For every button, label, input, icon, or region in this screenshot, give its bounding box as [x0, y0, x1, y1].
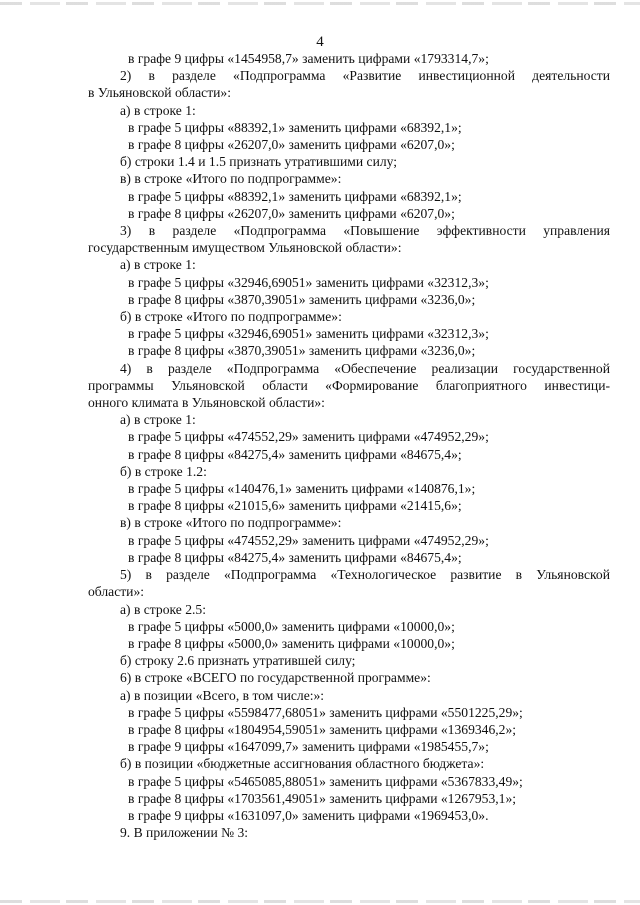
text-line: 9. В приложении № 3:	[120, 825, 249, 841]
text-line: а) в позиции «Всего, в том числе:»:	[120, 687, 325, 703]
text-line: а) в строке 2.5:	[120, 601, 206, 617]
text-line: 3) в разделе «Подпрограмма «Повышение эффективности управления	[120, 223, 610, 239]
text-line: в графе 8 цифры «1804954,59051» заменить цифрами «1369346,2»;	[128, 721, 517, 737]
document-body	[88, 50, 610, 841]
text-line: 5) в разделе «Подпрограмма «Технологическое развитие в Ульяновской	[120, 567, 610, 583]
text-line: в графе 5 цифры «5598477,68051» заменить цифрами «5501225,29»;	[128, 704, 523, 720]
text-line: в графе 5 цифры «88392,1» заменить цифрами «68392,1»;	[128, 188, 462, 204]
text-line: в Ульяновской области»:	[88, 85, 231, 101]
page-number: 4	[316, 34, 324, 50]
scan-artifact-bottom	[0, 900, 640, 903]
text-line: в графе 5 цифры «32946,69051» заменить цифрами «32312,3»;	[128, 326, 489, 342]
scan-artifact-top	[0, 2, 640, 5]
text-line: 4) в разделе «Подпрограмма «Обеспечение реализации государственной	[120, 360, 610, 376]
text-line: в графе 9 цифры «1454958,7» заменить цифрами «1793314,7»;	[128, 51, 489, 66]
text-line: в графе 5 цифры «88392,1» заменить цифрами «68392,1»;	[128, 119, 462, 135]
text-line: государственным имуществом Ульяновской области»:	[88, 240, 402, 256]
text-line: в графе 5 цифры «5465085,88051» заменить цифрами «5367833,49»;	[128, 773, 523, 789]
text-line: а) в строке 1:	[120, 412, 196, 428]
text-line: в графе 8 цифры «84275,4» заменить цифрами «84675,4»;	[128, 446, 462, 462]
text-line: в графе 8 цифры «3870,39051» заменить цифрами «3236,0»;	[128, 291, 476, 307]
text-line: в графе 5 цифры «474552,29» заменить цифрами «474952,29»;	[128, 532, 489, 548]
text-line: в графе 8 цифры «3870,39051» заменить цифрами «3236,0»;	[128, 343, 476, 359]
text-line: б) в строке 1.2:	[120, 463, 207, 479]
text-line: а) в строке 1:	[120, 102, 196, 118]
text-line: в графе 8 цифры «26207,0» заменить цифрами «6207,0»;	[128, 137, 455, 153]
text-line: в графе 8 цифры «26207,0» заменить цифрами «6207,0»;	[128, 205, 455, 221]
text-line: онного климата в Ульяновской области»:	[88, 395, 325, 411]
text-line: 2) в разделе «Подпрограмма «Развитие инвестиционной деятельности	[120, 68, 610, 84]
text-line: в графе 9 цифры «1631097,0» заменить цифрами «1969453,0».	[128, 807, 489, 823]
text-line: программы Ульяновской области «Формирование благоприятного инвестици-	[88, 377, 610, 393]
text-line: в графе 5 цифры «32946,69051» заменить цифрами «32312,3»;	[128, 274, 489, 290]
text-line: в графе 5 цифры «140476,1» заменить цифрами «140876,1»;	[128, 481, 476, 497]
text-line: б) строки 1.4 и 1.5 признать утратившими силу;	[120, 154, 398, 170]
text-line: в графе 8 цифры «5000,0» заменить цифрами «10000,0»;	[128, 635, 455, 651]
text-line: в графе 8 цифры «21015,6» заменить цифрами «21415,6»;	[128, 498, 462, 514]
text-line: в графе 5 цифры «474552,29» заменить цифрами «474952,29»;	[128, 429, 489, 445]
text-line: в графе 9 цифры «1647099,7» заменить цифрами «1985455,7»;	[128, 739, 489, 755]
text-line: б) в строке «Итого по подпрограмме»:	[120, 309, 342, 325]
text-line: области»:	[88, 584, 145, 600]
text-line: б) в позиции «бюджетные ассигнования областного бюджета»:	[120, 756, 485, 772]
text-line: в) в строке «Итого по подпрограмме»:	[120, 171, 342, 187]
text-line: в графе 8 цифры «1703561,49051» заменить цифрами «1267953,1»;	[128, 790, 517, 806]
text-line: б) строку 2.6 признать утратившей силу;	[120, 653, 356, 669]
text-line: 6) в строке «ВСЕГО по государственной программе»:	[120, 670, 431, 686]
text-line: в) в строке «Итого по подпрограмме»:	[120, 515, 342, 531]
text-line: в графе 5 цифры «5000,0» заменить цифрами «10000,0»;	[128, 618, 455, 634]
text-line: а) в строке 1:	[120, 257, 196, 273]
text-line: в графе 8 цифры «84275,4» заменить цифрами «84675,4»;	[128, 549, 462, 565]
